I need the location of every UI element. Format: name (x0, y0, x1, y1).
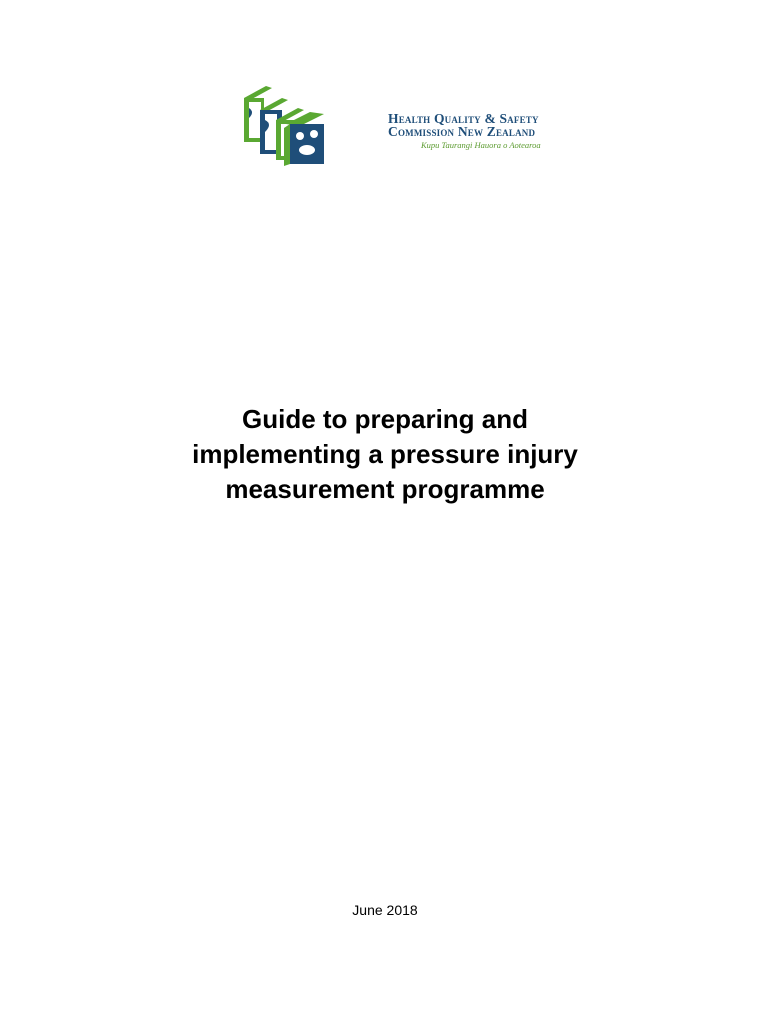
title-line-3: measurement programme (225, 474, 545, 504)
publication-date: June 2018 (352, 902, 418, 918)
logo-line-1: Health Quality & Safety (388, 111, 539, 126)
logo-line-2: Commission New Zealand (388, 124, 536, 139)
logo-maori-subtitle: Kupu Taurangi Hauora o Aotearoa (421, 140, 541, 150)
hqsc-logo-mark (240, 84, 330, 168)
title-line-1: Guide to preparing and (241, 404, 528, 434)
title-line-2: implementing a pressure injury (192, 439, 578, 469)
hqsc-logo (240, 84, 540, 168)
logo-wordmark (388, 112, 541, 151)
document-title (0, 402, 770, 507)
